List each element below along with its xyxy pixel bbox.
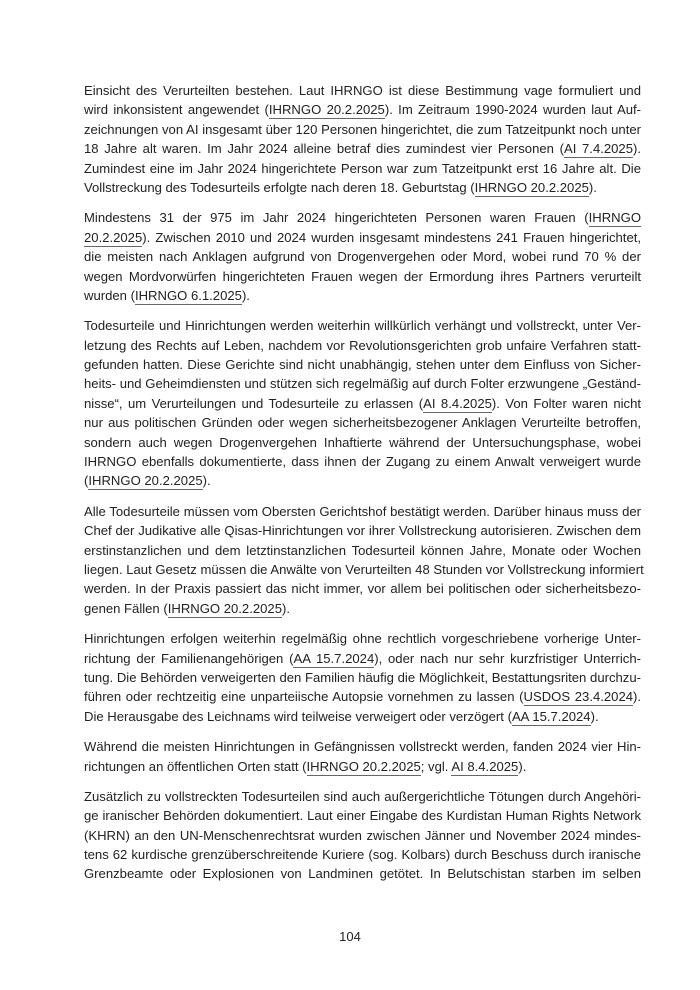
paragraph bbox=[84, 629, 641, 726]
text-segment: nisse“, um Verurteilungen und Todesurteile zu erlassen ( bbox=[84, 395, 424, 411]
text-segment: ). bbox=[633, 689, 642, 705]
text-line bbox=[84, 120, 641, 139]
citation-link[interactable]: IHRNGO 20.2.2025 bbox=[167, 600, 282, 616]
text-line bbox=[84, 336, 641, 355]
text-segment: zeichnungen von AI insgesamt über 120 Personen hingerichtet, die zum Tatzeitpunkt noch unter bbox=[84, 121, 641, 137]
text-segment: werden. In der Praxis passiert das nicht immer, vor allem bei politischen oder sicherheitsbezo- bbox=[84, 581, 641, 597]
text-segment: ge iranischer Behörden dokumentiert. Laut einer Eingabe des Kurdistan Human Rights Network bbox=[84, 808, 641, 824]
text-line bbox=[84, 247, 641, 266]
text-line bbox=[84, 81, 641, 100]
citation-link[interactable]: AA 15.7.2024 bbox=[511, 708, 591, 724]
text-segment: liegen. Laut Gesetz müssen die Anwälte von Verurteilten 48 Stunden vor Vollstreckung informiert bbox=[84, 561, 644, 577]
text-segment: ). bbox=[202, 473, 211, 489]
text-segment: ), oder nach nur sehr kurzfristiger Unterrich- bbox=[374, 650, 641, 666]
text-line bbox=[84, 806, 641, 825]
text-line bbox=[84, 787, 641, 806]
text-segment: gefunden hatten. Diese Gerichte sind nicht unabhängig, stehen unter dem Einfluss von Sicher- bbox=[84, 357, 641, 373]
text-line bbox=[84, 845, 641, 864]
text-line bbox=[84, 471, 641, 490]
text-line bbox=[84, 100, 641, 119]
text-line bbox=[84, 502, 641, 521]
text-segment: ( bbox=[84, 473, 89, 489]
text-segment: ; vgl. bbox=[420, 758, 452, 774]
text-segment: (KHRN) an den UN-Menschenrechtsrat wurden zwischen Jänner und November 2024 mindes- bbox=[84, 827, 641, 843]
text-line bbox=[84, 139, 641, 158]
text-segment: tens 62 kurdische grenzüberschreitende Kuriere (sog. Kolbars) durch Beschuss durch iranische bbox=[84, 847, 641, 863]
text-segment: Die Herausgabe des Leichnams wird teilweise verweigert oder verzögert ( bbox=[84, 708, 512, 724]
text-line bbox=[84, 521, 641, 540]
citation-link[interactable]: IHRNGO 20.2.2025 bbox=[88, 473, 203, 489]
text-segment: ). bbox=[518, 758, 527, 774]
text-segment: ). Zwischen 2010 und 2024 wurden insgesamt mindestens 241 Frauen hingerichtet, bbox=[142, 229, 641, 245]
text-line bbox=[84, 668, 641, 687]
text-segment: IHRNGO ebenfalls dokumentierte, dass ihnen der Zugang zu einem Anwalt verweigert wurde bbox=[84, 454, 641, 470]
text-line bbox=[84, 599, 641, 618]
text-line bbox=[84, 687, 641, 706]
text-line bbox=[84, 394, 641, 413]
citation-link[interactable]: 20.2.2025 bbox=[84, 229, 143, 245]
text-segment: Mindestens 31 der 975 im Jahr 2024 hingerichteten Personen waren Frauen ( bbox=[84, 210, 589, 226]
paragraph bbox=[84, 502, 644, 618]
page-number: 104 bbox=[339, 929, 361, 944]
text-segment: richtung der Familienangehörigen ( bbox=[84, 650, 294, 666]
citation-link[interactable]: IHRNGO 20.2.2025 bbox=[306, 758, 421, 774]
text-segment: wegen Mordvorwürfen hingerichteten Frauen wegen der Ermordung ihres Partners verurteilt bbox=[84, 268, 641, 284]
text-line bbox=[84, 649, 641, 668]
text-segment: führen oder rechtzeitig eine unparteiische Autopsie vornehmen zu lassen ( bbox=[84, 689, 524, 705]
text-line bbox=[84, 413, 641, 432]
text-line bbox=[84, 286, 641, 305]
text-line bbox=[84, 541, 641, 560]
text-segment: ). bbox=[281, 600, 290, 616]
text-line bbox=[84, 159, 641, 178]
text-segment: Chef der Judikative alle Qisas-Hinrichtungen vor ihrer Vollstreckung autorisieren. Zwischen dem bbox=[84, 523, 641, 539]
citation-link[interactable]: IHRNGO 6.1.2025 bbox=[134, 287, 242, 303]
text-segment: ). Im Zeitraum 1990-2024 wurden laut Auf- bbox=[384, 102, 642, 118]
text-line bbox=[84, 864, 641, 883]
text-line bbox=[84, 208, 641, 227]
text-segment: Hinrichtungen erfolgen weiterhin regelmäßig ohne rechtlich vorgeschriebene vorherige Unter- bbox=[84, 631, 641, 647]
citation-link[interactable]: IHRNGO 20.2.2025 bbox=[474, 179, 589, 195]
paragraph bbox=[84, 787, 641, 884]
text-line bbox=[84, 178, 641, 197]
text-line bbox=[84, 228, 641, 247]
text-segment: Einsicht des Verurteilten bestehen. Laut IHRNGO ist diese Bestimmung vage formuliert und bbox=[84, 83, 641, 98]
text-segment: Zumindest eine im Jahr 2024 hingerichtete Person war zum Tatzeitpunkt erst 16 Jahre alt. Die bbox=[84, 160, 641, 176]
text-line bbox=[84, 355, 641, 374]
text-segment: wird inkonsistent angewendet ( bbox=[84, 102, 269, 118]
text-segment: ). bbox=[633, 141, 641, 157]
text-segment: wurden ( bbox=[84, 287, 135, 303]
text-line bbox=[84, 267, 641, 286]
text-segment: ). bbox=[590, 708, 599, 724]
text-line bbox=[84, 316, 641, 335]
text-line bbox=[84, 757, 641, 776]
text-segment: heits- und Geheimdiensten und stützen sich regelmäßig auf durch Folter erzwungene „Geständ- bbox=[84, 376, 641, 392]
text-line bbox=[84, 452, 641, 471]
text-line bbox=[84, 737, 641, 756]
text-segment: Vollstreckung des Todesurteils erfolgte nach deren 18. Geburtstag ( bbox=[84, 179, 475, 195]
text-segment: sondern auch wegen Drogenvergehen Inhaftierte während der Untersuchungsphase, wobei bbox=[84, 434, 641, 450]
citation-link[interactable]: IHRNGO 20.2.2025 bbox=[268, 102, 385, 118]
text-segment: tung. Die Behörden verweigerten den Familien häufig die Möglichkeit, Bestattungsriten durchzu- bbox=[84, 669, 641, 685]
citation-link[interactable]: AI 8.4.2025 bbox=[451, 758, 519, 774]
text-line bbox=[84, 579, 641, 598]
text-segment: genen Fällen ( bbox=[84, 600, 168, 616]
text-segment: nur aus politischen Gründen oder wegen sicherheitsbezogener Anklagen Verurteilte betroffen, bbox=[84, 415, 641, 431]
text-segment: Todesurteile und Hinrichtungen werden weiterhin willkürlich verhängt und vollstreckt, unter Ver- bbox=[84, 318, 641, 334]
document-body bbox=[84, 81, 644, 895]
paragraph bbox=[84, 208, 641, 305]
text-segment: Während die meisten Hinrichtungen in Gefängnissen vollstreckt werden, fanden 2024 vier Hin- bbox=[84, 739, 641, 755]
text-segment: ). Von Folter waren nicht bbox=[491, 395, 641, 411]
text-line bbox=[84, 374, 641, 393]
text-segment: richtungen an öffentlichen Orten statt ( bbox=[84, 758, 307, 774]
citation-link[interactable]: USDOS 23.4.2024 bbox=[523, 689, 634, 705]
text-line bbox=[84, 433, 641, 452]
paragraph bbox=[84, 81, 641, 197]
text-segment: ). bbox=[588, 179, 597, 195]
text-segment: Alle Todesurteile müssen vom Obersten Gerichtshof bestätigt werden. Darüber hinaus muss der bbox=[84, 503, 641, 519]
text-line bbox=[84, 707, 641, 726]
text-line bbox=[84, 629, 641, 648]
paragraph bbox=[84, 316, 641, 491]
paragraph bbox=[84, 737, 641, 776]
text-segment: Grenzbeamte oder Explosionen von Landminen getötet. In Belutschistan starben im selben bbox=[84, 866, 641, 882]
text-segment: ). bbox=[241, 287, 250, 303]
text-segment: Zusätzlich zu vollstreckten Todesurteilen sind auch außergerichtliche Tötungen durch Angehöri- bbox=[84, 788, 641, 804]
citation-link[interactable]: IHRNGO bbox=[588, 210, 641, 226]
citation-link[interactable]: AA 15.7.2024 bbox=[293, 650, 375, 666]
text-segment: letzung des Rechts auf Leben, nachdem vor Revolutionsgerichten grob unfaire Verfahren statt- bbox=[84, 337, 641, 353]
text-segment: 18 Jahre alt waren. Im Jahr 2024 alleine betraf dies zumindest vier Personen ( bbox=[84, 141, 564, 157]
text-segment: erstinstanzlichen und dem letztinstanzlichen Todesurteil können Jahre, Monate oder Wochen bbox=[84, 542, 641, 558]
text-segment: die meisten nach Anklagen aufgrund von Drogenvergehen oder Mord, wobei rund 70 % der bbox=[84, 249, 641, 265]
citation-link[interactable]: AI 8.4.2025 bbox=[423, 395, 492, 411]
citation-link[interactable]: AI 7.4.2025 bbox=[563, 141, 633, 157]
text-line bbox=[84, 826, 641, 845]
text-line bbox=[84, 560, 644, 579]
